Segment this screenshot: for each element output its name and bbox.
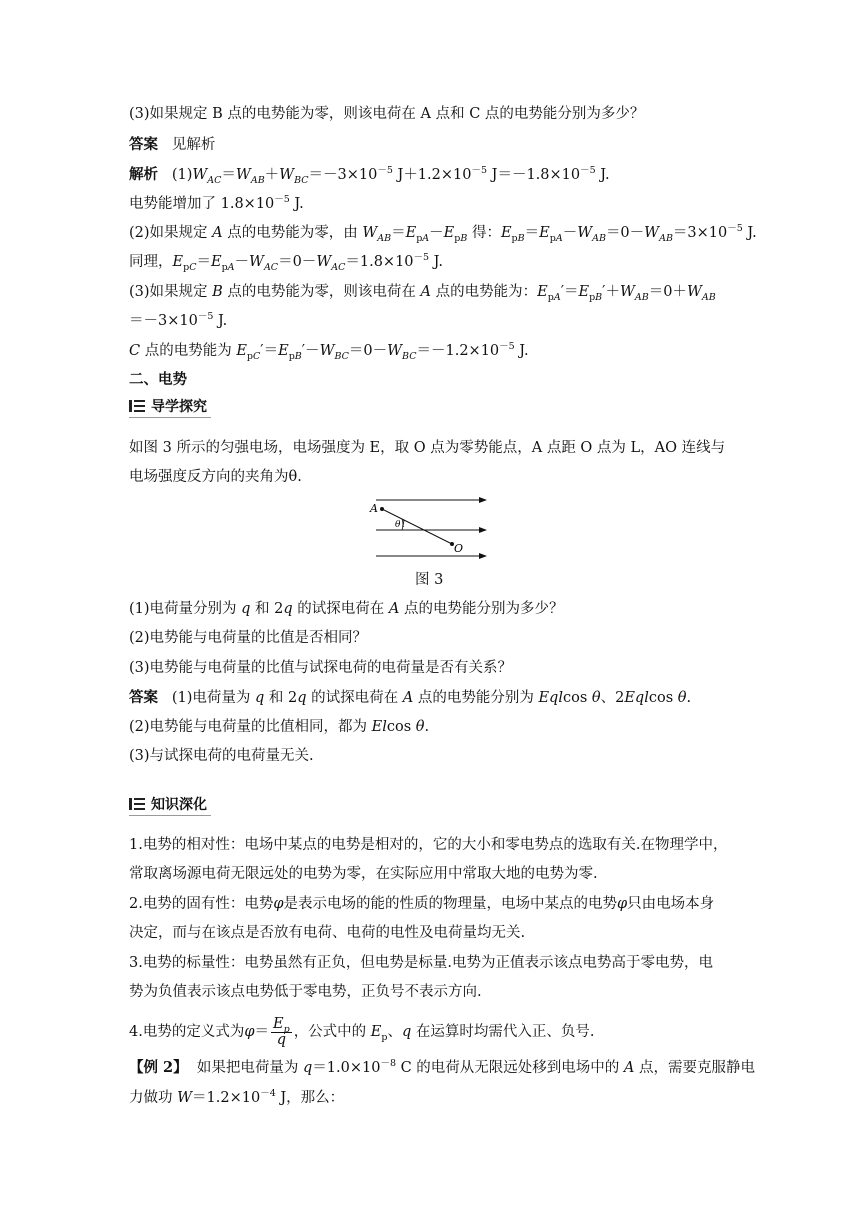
potential-fraction: $\frac{E_p}{q}$ (273, 1015, 290, 1048)
knowledge-p1-line1: 1.电势的相对性：电场中某点的电势是相对的，它的大小和零电势点的选取有关.在物理学中， (129, 837, 728, 853)
guide-intro-2: 电场强度反方向的夹角为θ. (129, 469, 302, 485)
figure-caption: 图 3 (415, 572, 444, 588)
analysis-line-4: 同理，$E_{pC}=E_{pA}-W_{AC}=0-W_{AC}=1.8\times 10^{-5}$ J. (129, 252, 443, 273)
knowledge-p2-line1: 2.电势的固有性：电势φ是表示电场的能的性质的物理量，电场中某点的电势φ只由电场本身 (129, 896, 715, 912)
guide-answer-2: (2)电势能与电荷量的比值相同，都为 Elcos θ. (129, 719, 430, 735)
figure-3-diagram (368, 492, 492, 562)
answer-line (129, 135, 215, 155)
guide-title: 导学探究 (151, 399, 207, 415)
knowledge-section-header (129, 794, 207, 814)
knowledge-title: 知识深化 (151, 797, 207, 813)
knowledge-p3-line1: 3.电势的标量性：电势虽然有正负，但电势是标量.电势为正值表示该点电势高于零电势，电 (129, 955, 713, 971)
example-label: 【例 2】 (129, 1059, 188, 1076)
guide-underline (129, 417, 211, 418)
segment-AO (382, 509, 452, 544)
guide-answer-label: 答案 (129, 689, 158, 706)
label-A: A (370, 502, 378, 515)
answer-text: 见解析 (171, 137, 216, 153)
guide-section-header (129, 396, 207, 416)
label-l: l (402, 520, 405, 530)
guide-question-1: (1)电荷量分别为 q 和 2q 的试探电荷在 A 点的电势能分别为多少？ (129, 601, 564, 617)
analysis-line-7: C 点的电势能为 $E_{pC}'=E_{pB}'-W_{BC}=0-W_{BC}=-1.2\times 10^{-5}$ J. (129, 341, 529, 362)
section-list-icon (129, 399, 145, 413)
example-2-line2: 力做功 $W=1.2\times 10^{-4}$ J，那么： (129, 1088, 345, 1106)
analysis-line-3: (2)如果规定 A 点的电势能为零，由 $W_{AB}=E_{pA}-E_{pB}$ 得：$E_{pB}=E_{pA}-W_{AB}=0-W_{AB}=3\times 10^{-5}$ J. (129, 223, 757, 244)
knowledge-underline (129, 815, 211, 816)
knowledge-p2-line2: 决定，而与在该点是否放有电荷、电荷的电性及电荷量均无关. (129, 925, 526, 941)
label-theta: θ (395, 520, 401, 530)
section-list-icon (129, 797, 145, 811)
knowledge-p3-line2: 势为负值表示该点电势低于零电势，正负号不表示方向. (129, 984, 482, 1000)
guide-intro-1: 如图 3 所示的匀强电场，电场强度为 E，取 O 点为零势能点，A 点距 O 点为 L，AO 连线与 (129, 440, 726, 456)
question-3: (3)如果规定 B 点的电势能为零，则该电荷在 A 点和 C 点的电势能分别为多少？ (129, 106, 645, 122)
section-2-title: 二、电势 (129, 372, 187, 388)
label-O: O (454, 542, 464, 555)
guide-question-2: (2)电势能与电荷量的比值是否相同？ (129, 630, 368, 646)
analysis-label: 解析 (129, 166, 158, 183)
answer-label: 答案 (129, 136, 158, 153)
analysis-line-1: 解析 $(1)W_{AC}=W_{AB}+W_{BC}=-3\times 10^{-5}$ $J+1.2\times 10^{-5}$ $J=-1.8\times 10^{-5}$ J. (129, 165, 610, 186)
example-2-line1: 【例 2】 如果把电荷量为 $q=1.0\times 10^{-8}$ C 的电荷从无限远处移到电场中的 A 点，需要克服静电 (129, 1058, 755, 1076)
analysis-line-5: (3)如果规定 B 点的电势能为零，则该电荷在 A 点的电势能为：$E_{pA}'=E_{pB}'+W_{AB}=0+W_{AB}$ (129, 284, 716, 303)
point-A (380, 507, 384, 511)
knowledge-p4: 4.电势的定义式为φ＝ $\frac{E_p}{q}$ ，公式中的 $E_p$、q 在运算时均需代入正、负号. (129, 1015, 595, 1048)
knowledge-p1-line2: 常取离场源电荷无限远处的电势为零，在实际应用中常取大地的电势为零. (129, 866, 598, 882)
guide-answer-3: (3)与试探电荷的电荷量无关. (129, 748, 314, 764)
analysis-line-6: $=-3\times 10^{-5}$ J. (129, 311, 228, 329)
analysis-line-2: 电势能增加了 $1.8\times 10^{-5}$ J. (129, 194, 304, 212)
guide-question-3: (3)电势能与电荷量的比值与试探电荷的电荷量是否有关系？ (129, 660, 513, 676)
guide-answer-1: 答案 (1)电荷量为 q 和 2q 的试探电荷在 A 点的电势能分别为 Eqlcos θ、2Eqlcos θ. (129, 689, 692, 706)
